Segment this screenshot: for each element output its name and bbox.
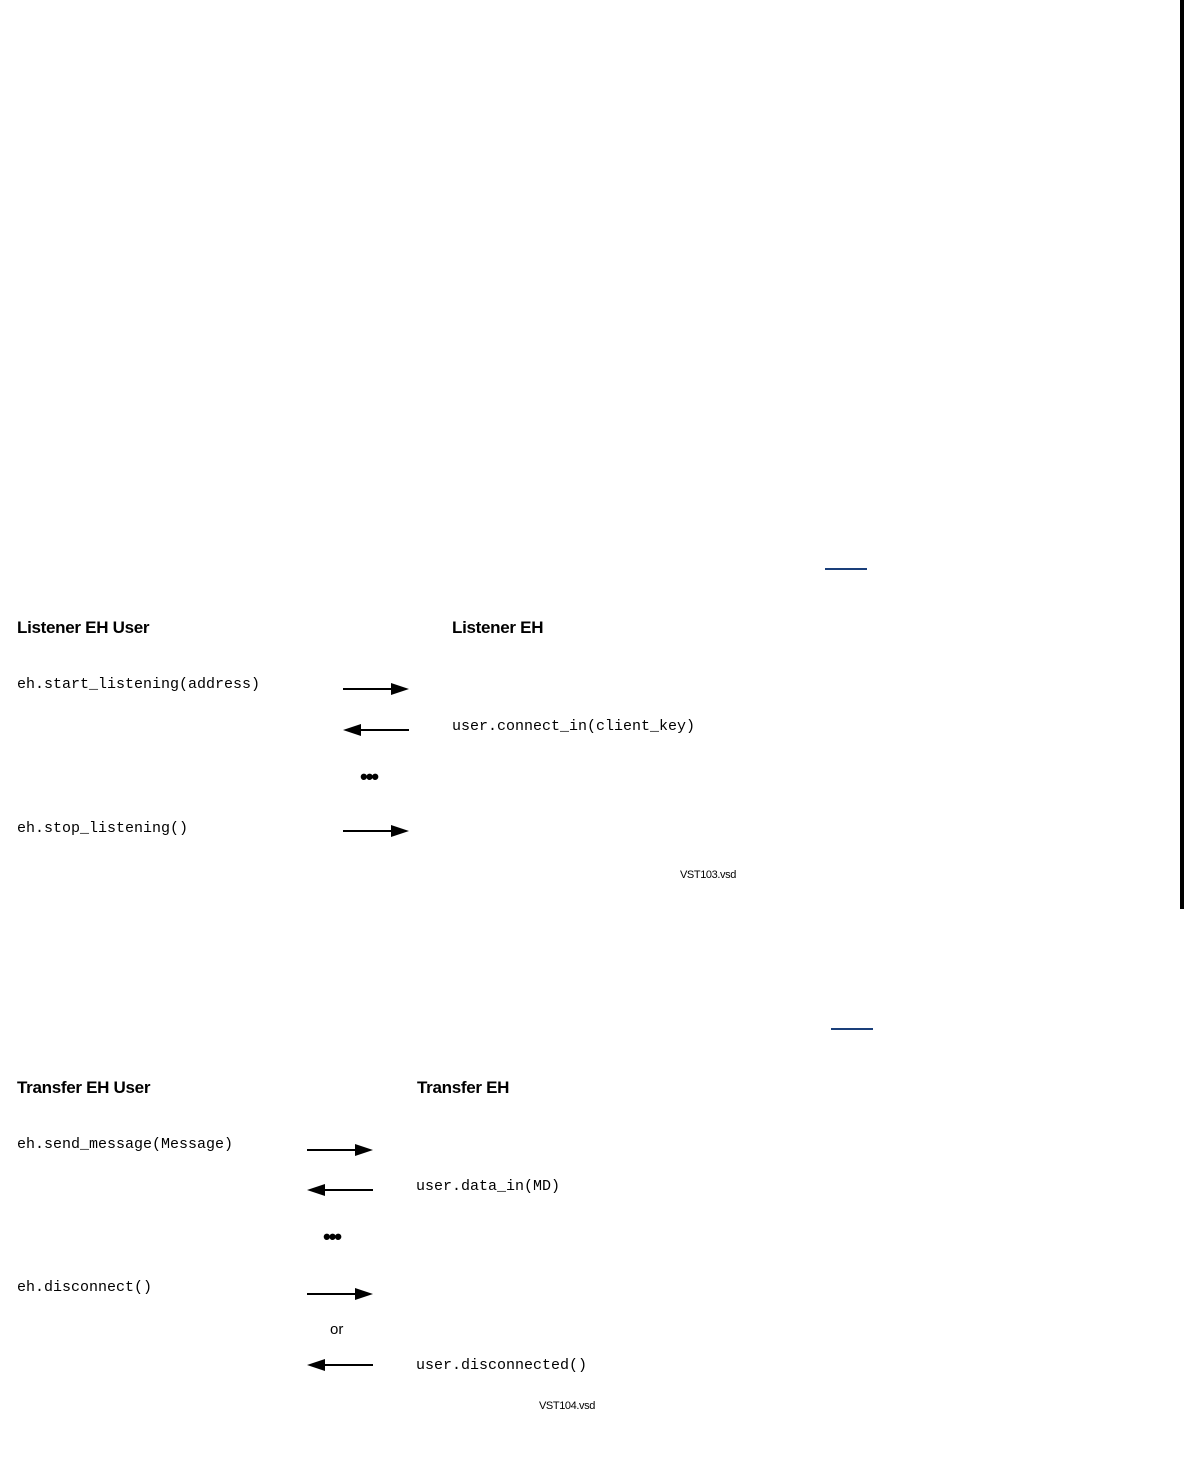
stop-listening-call: eh.stop_listening() [17,820,189,837]
listener-eh-user-header: Listener EH User [17,618,150,637]
transfer-eh-user-header: Transfer EH User [17,1078,151,1097]
send-message-call: eh.send_message(Message) [17,1136,234,1153]
left-arrow [307,1183,373,1197]
left-arrow [343,723,409,737]
transfer-eh-header: Transfer EH [417,1078,510,1097]
disconnected-call: user.disconnected() [416,1357,588,1374]
figure-link-2[interactable] [831,1028,873,1030]
ellipsis-2: ••• [323,1224,341,1249]
or-label: or [330,1321,344,1338]
start-listening-call: eh.start_listening(address) [17,676,261,693]
right-arrow [307,1143,373,1157]
disconnect-call: eh.disconnect() [17,1279,153,1296]
right-arrow [343,682,409,696]
connect-in-call: user.connect_in(client_key) [452,718,696,735]
figure-file-label-2: VST104.vsd [539,1400,595,1412]
figure-file-label-1: VST103.vsd [680,869,736,881]
page-edge-bar [1180,0,1184,909]
figure-link-1[interactable] [825,568,867,570]
right-arrow [307,1287,373,1301]
listener-eh-header: Listener EH [452,618,544,637]
left-arrow [307,1358,373,1372]
data-in-call: user.data_in(MD) [416,1178,561,1195]
ellipsis-1: ••• [360,764,378,789]
right-arrow [343,824,409,838]
